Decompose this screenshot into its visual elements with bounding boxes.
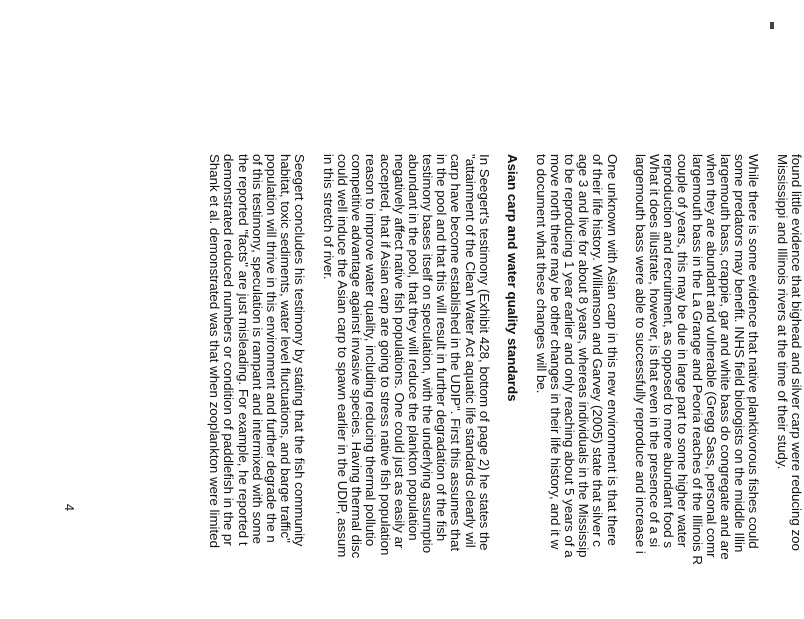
text-line: found little evidence that bighead and silver carp were reducing zoo	[789, 154, 804, 551]
paragraph-2	[633, 154, 761, 619]
text-line: couple of years, this may be due in large part to some higher water	[675, 154, 691, 548]
text-line: While there is some evidence that native planktivorous fishes could	[746, 154, 762, 549]
text-line: move north there may be other changes in their life history, and it w	[547, 154, 563, 550]
rotated-text-block	[207, 154, 803, 619]
text-line: testimony bases itself on speculation, with the underlying assumptio	[420, 154, 436, 554]
text-line: One unknown with Asian carp in this new environment is that there	[604, 154, 620, 546]
text-line: accepted, that if Asian carp are going to stress native fish population	[377, 154, 393, 556]
text-line: reproduction and recruitment, as opposed to more abundant food s	[661, 154, 677, 548]
text-line: of this testimony, speculation is rampant and intermixed with some	[249, 154, 265, 544]
text-line: competitive advantage against invasive species. Having thermal disc	[349, 154, 365, 559]
text-line: population will thrive in this environment and further degrade the n	[264, 154, 280, 543]
text-line: Seegert concludes his testimony by stating that the fish community	[292, 154, 308, 547]
text-line: some predators may benefit. INHS field biologists on the middle Illin	[732, 154, 748, 553]
text-line: in the pool and that this will result in further degradation of the fish	[434, 154, 450, 542]
text-line: Mississippi and Illinois rivers at the time of their study.	[774, 154, 790, 470]
text-line: in this stretch of river.	[320, 154, 336, 280]
text-line: What it does illustrate, however, is that even in the presence of a si	[647, 154, 663, 548]
text-line: carp have become established in the UDIP". First this assumes that	[448, 154, 464, 552]
text-line: of their life history. Williamson and Garvey (2005) state that silver c	[590, 154, 606, 547]
text-line: largemouth bass, crappie, gar and white bass do congregate and are	[718, 154, 734, 560]
paragraph-5	[207, 154, 306, 619]
text-line: In Seegert's testimony (Exhibit 428, bottom of page 2) he states the	[476, 154, 492, 551]
text-line: age 3 and live for about 8 years, whereas individuals in the Mississip	[576, 154, 592, 558]
paragraph-4	[321, 154, 491, 619]
text-line: "attainment of the Clean Water Act aquatic life standards clearly wil	[462, 154, 478, 548]
text-line: when they are abundant and vulnerable (Gregg Sass, personal comr	[703, 154, 719, 558]
text-line: reason to improve water quality, including reducing thermal pollutio	[363, 154, 379, 547]
text-line: largemouth bass were able to successfully reproduce and increase i	[632, 154, 648, 554]
paragraph-1	[775, 154, 803, 619]
text-line: to document what these changes will be.	[533, 154, 549, 394]
text-line: habitat, toxic sediments, water level fluctuations, and barge traffic"	[278, 154, 294, 543]
section-heading: Asian carp and water quality standards	[505, 154, 521, 402]
scan-speck	[770, 22, 774, 29]
page-number: 4	[62, 503, 78, 512]
paragraph-3	[533, 154, 618, 619]
text-line: the reported "facts" are just misleading. For example, he reported t	[235, 154, 251, 546]
text-line: demonstrated reduced numbers or condition of paddlefish in the pr	[221, 154, 237, 546]
text-line: to be reproducing 1 year earlier and only reaching about 5 years of a	[562, 154, 577, 558]
text-line: largemouth bass in the La Grange and Peoria reaches of the Illinois R	[689, 154, 705, 565]
text-line: abundant in the pool, that they will reduce the plankton population	[405, 154, 421, 541]
text-line: Shank et al. demonstrated was that when zooplankton were limited	[207, 154, 223, 548]
text-line: could well induce the Asian carp to spawn earlier in the UDIP, assum	[335, 154, 350, 558]
text-line: negatively affect native fish populations. One could just as easily ar	[391, 154, 407, 549]
